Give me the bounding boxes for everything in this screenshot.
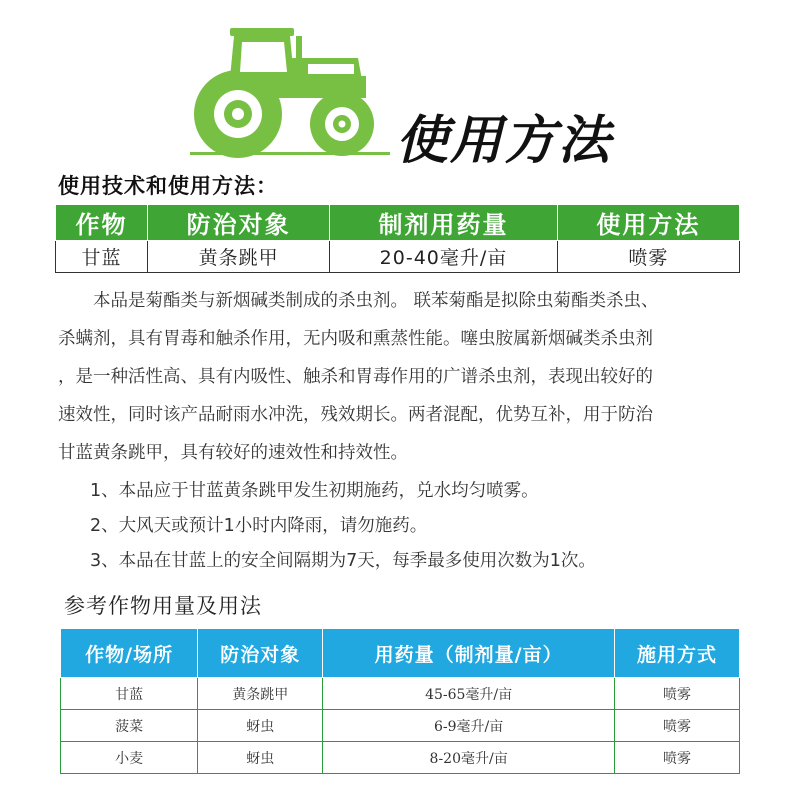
reference-section-heading: 参考作物用量及用法	[64, 594, 262, 618]
header-cell-method: 使用方法	[557, 205, 739, 241]
table-row	[61, 710, 740, 742]
instruction-list	[90, 474, 750, 579]
table-row	[56, 241, 740, 273]
reference-table	[60, 628, 740, 774]
description-line: 本品是菊酯类与新烟碱类制成的杀虫剂。 联苯菊酯是拟除虫菊酯类杀虫、	[93, 291, 659, 311]
description-paragraph	[58, 282, 742, 472]
description-line: ，是一种活性高、具有内吸性、触杀和胃毒作用的广谱杀虫剂，表现出较好的	[58, 367, 653, 387]
usage-section-heading: 使用技术和使用方法：	[58, 174, 278, 198]
cell-crop: 小麦	[61, 742, 198, 774]
cell-dosage: 45-65毫升/亩	[323, 678, 615, 710]
cell-target: 黄条跳甲	[148, 241, 330, 273]
table-row	[61, 742, 740, 774]
header-cell-crop-site: 作物/场所	[61, 629, 198, 678]
header-cell-dosage: 用药量（制剂量/亩）	[323, 629, 615, 678]
description-line: 甘蓝黄条跳甲，具有较好的速效性和持效性。	[58, 443, 408, 463]
reference-table-header-row	[61, 629, 740, 678]
usage-table-header-row	[56, 205, 740, 241]
instruction-item: 1、本品应于甘蓝黄条跳甲发生初期施药，兑水均匀喷雾。	[90, 481, 539, 501]
header-cell-method: 施用方式	[614, 629, 739, 678]
cell-method: 喷雾	[614, 742, 739, 774]
instruction-item: 2、大风天或预计1小时内降雨，请勿施药。	[90, 516, 428, 536]
cell-target: 蚜虫	[198, 710, 323, 742]
cell-crop: 甘蓝	[61, 678, 198, 710]
header-cell-dosage: 制剂用药量	[330, 205, 557, 241]
instruction-item: 3、本品在甘蓝上的安全间隔期为7天，每季最多使用次数为1次。	[90, 551, 596, 571]
tractor-icon	[190, 22, 390, 160]
page-title: 使用方法	[396, 111, 613, 171]
description-line: 杀螨剂，具有胃毒和触杀作用，无内吸和熏蒸性能。噻虫胺属新烟碱类杀虫剂	[58, 329, 653, 349]
description-line: 速效性，同时该产品耐雨水冲洗，残效期长。两者混配，优势互补，用于防治	[58, 405, 653, 425]
usage-table	[55, 204, 740, 273]
header-cell-crop: 作物	[56, 205, 148, 241]
header-cell-target: 防治对象	[148, 205, 330, 241]
cell-crop: 菠菜	[61, 710, 198, 742]
cell-dosage: 20-40毫升/亩	[330, 241, 557, 273]
table-row	[61, 678, 740, 710]
header-cell-target: 防治对象	[198, 629, 323, 678]
cell-method: 喷雾	[557, 241, 739, 273]
cell-dosage: 6-9毫升/亩	[323, 710, 615, 742]
cell-target: 蚜虫	[198, 742, 323, 774]
cell-method: 喷雾	[614, 678, 739, 710]
cell-method: 喷雾	[614, 710, 739, 742]
cell-crop: 甘蓝	[56, 241, 148, 273]
cell-dosage: 8-20毫升/亩	[323, 742, 615, 774]
cell-target: 黄条跳甲	[198, 678, 323, 710]
